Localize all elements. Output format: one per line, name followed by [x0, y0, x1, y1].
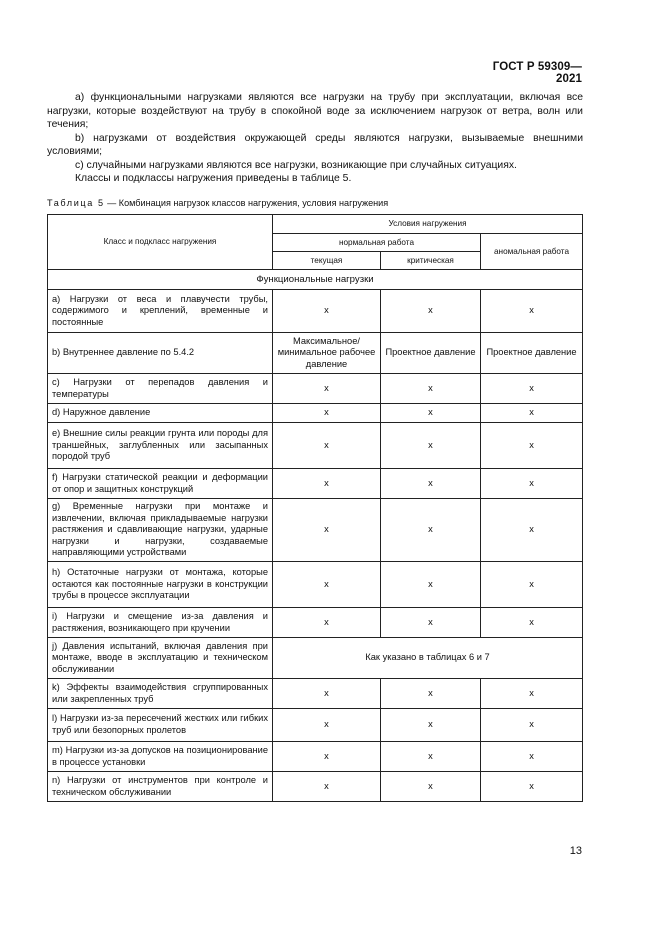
load-combination-table: [47, 214, 583, 802]
cell-abnormal: x: [481, 374, 583, 404]
row-load-class: i) Нагрузки и смещение из-за давления и растяжения, возникающего при кручении: [48, 608, 273, 638]
cell-abnormal: x: [481, 290, 583, 333]
header-critical: критическая: [381, 252, 481, 270]
cell-critical: Проектное давление: [381, 333, 481, 374]
cell-critical: x: [381, 772, 481, 802]
cell-current: x: [273, 772, 381, 802]
cell-critical: x: [381, 290, 481, 333]
table-row: [48, 374, 583, 404]
cell-current: x: [273, 423, 381, 469]
row-load-class: g) Временные нагрузки при монтаже и извлечении, включая прикладываемые нагрузки растяжения и сдавливающие нагрузки, ударные нагрузки и нагрузки, создаваемые направляющими устройствами: [48, 499, 273, 562]
cell-critical: x: [381, 499, 481, 562]
header-normal: нормальная работа: [273, 234, 481, 252]
row-load-class: n) Нагрузки от инструментов при контроле и техническом обслуживании: [48, 772, 273, 802]
cell-current: x: [273, 290, 381, 333]
paragraph-table-reference: Классы и подклассы нагружения приведены в таблице 5.: [75, 173, 352, 184]
cell-abnormal: x: [481, 709, 583, 742]
cell-abnormal: x: [481, 608, 583, 638]
table-row: [48, 679, 583, 709]
cell-abnormal: x: [481, 772, 583, 802]
cell-abnormal: x: [481, 742, 583, 772]
paragraph-c: c) случайными нагрузками являются все нагрузки, возникающие при случайных ситуациях.: [75, 159, 517, 171]
cell-critical: x: [381, 608, 481, 638]
cell-critical: x: [381, 679, 481, 709]
cell-critical: x: [381, 709, 481, 742]
header-current: текущая: [273, 252, 381, 270]
cell-abnormal: x: [481, 499, 583, 562]
cell-current: x: [273, 562, 381, 608]
row-load-class: e) Внешние силы реакции грунта или породы для траншейных, заглубленных или засыпанных породой труб: [48, 423, 273, 469]
table-body: [48, 270, 583, 802]
table-caption-text: — Комбинация нагрузок классов нагружения, условия нагружения: [104, 198, 389, 208]
row-load-class: h) Остаточные нагрузки от монтажа, которые остаются как постоянные нагрузки в конструкции трубы в процессе эксплуатации: [48, 562, 273, 608]
table-row: [48, 742, 583, 772]
table-row: [48, 469, 583, 499]
table-row: [48, 333, 583, 374]
cell-current: x: [273, 499, 381, 562]
table-row: [48, 423, 583, 469]
row-load-class: c) Нагрузки от перепадов давления и температуры: [48, 374, 273, 404]
cell-abnormal: x: [481, 469, 583, 499]
row-merged-note: Как указано в таблицах 6 и 7: [273, 638, 583, 679]
cell-critical: x: [381, 423, 481, 469]
cell-abnormal: x: [481, 562, 583, 608]
row-load-class: f) Нагрузки статической реакции и деформации от опор и защитных конструкций: [48, 469, 273, 499]
table-row: [48, 772, 583, 802]
row-load-class: b) Внутреннее давление по 5.4.2: [48, 333, 273, 374]
header-conditions: Условия нагружения: [273, 215, 583, 234]
row-load-class: k) Эффекты взаимодействия сгруппированных или закрепленных труб: [48, 679, 273, 709]
cell-abnormal: Проектное давление: [481, 333, 583, 374]
cell-abnormal: x: [481, 423, 583, 469]
table-caption-label: Таблица 5: [47, 198, 105, 208]
header-class: Класс и подкласс нагружения: [48, 215, 273, 270]
cell-abnormal: x: [481, 679, 583, 709]
table-row: [48, 638, 583, 679]
cell-critical: x: [381, 562, 481, 608]
paragraph-a: а) функциональными нагрузками являются все нагрузки на трубу при эксплуатации, включая все нагрузки, которые воздействуют на трубу в спокойной воде за исключением нагрузок от ветра, волн или течения;: [47, 92, 583, 130]
cell-current: x: [273, 679, 381, 709]
table-row: [48, 709, 583, 742]
cell-critical: x: [381, 469, 481, 499]
paragraph-b: b) нагрузками от воздействия окружающей среды являются нагрузки, вызываемые внешними условиями;: [47, 132, 583, 157]
cell-current: x: [273, 742, 381, 772]
table-row: [48, 562, 583, 608]
page-number: 13: [569, 845, 582, 857]
table-caption: [47, 197, 587, 209]
cell-current: x: [273, 709, 381, 742]
cell-current: x: [273, 469, 381, 499]
row-load-class: d) Наружное давление: [48, 404, 273, 423]
row-load-class: l) Нагрузки из-за пересечений жестких или гибких труб или безопорных пролетов: [48, 709, 273, 742]
table-row: [48, 608, 583, 638]
cell-critical: x: [381, 742, 481, 772]
row-load-class: m) Нагрузки из-за допусков на позиционирование в процессе установки: [48, 742, 273, 772]
section-functional-loads: Функциональные нагрузки: [48, 270, 583, 290]
table-row: [48, 499, 583, 562]
cell-critical: x: [381, 404, 481, 423]
cell-current: x: [273, 608, 381, 638]
document-code: ГОСТ Р 59309—2021: [492, 61, 582, 85]
table-row: [48, 290, 583, 333]
table-row: [48, 404, 583, 423]
row-load-class: a) Нагрузки от веса и плавучести трубы, содержимого и креплений, временные и постоянные: [48, 290, 273, 333]
cell-current: x: [273, 374, 381, 404]
header-abnormal: аномальная работа: [481, 234, 583, 270]
row-load-class: j) Давления испытаний, включая давления при монтаже, вводе в эксплуатацию и техническом обслуживании: [48, 638, 273, 679]
body-text: [47, 91, 583, 186]
cell-current: x: [273, 404, 381, 423]
cell-current: Максимальное/ минимальное рабочее давление: [273, 333, 381, 374]
cell-abnormal: x: [481, 404, 583, 423]
cell-critical: x: [381, 374, 481, 404]
